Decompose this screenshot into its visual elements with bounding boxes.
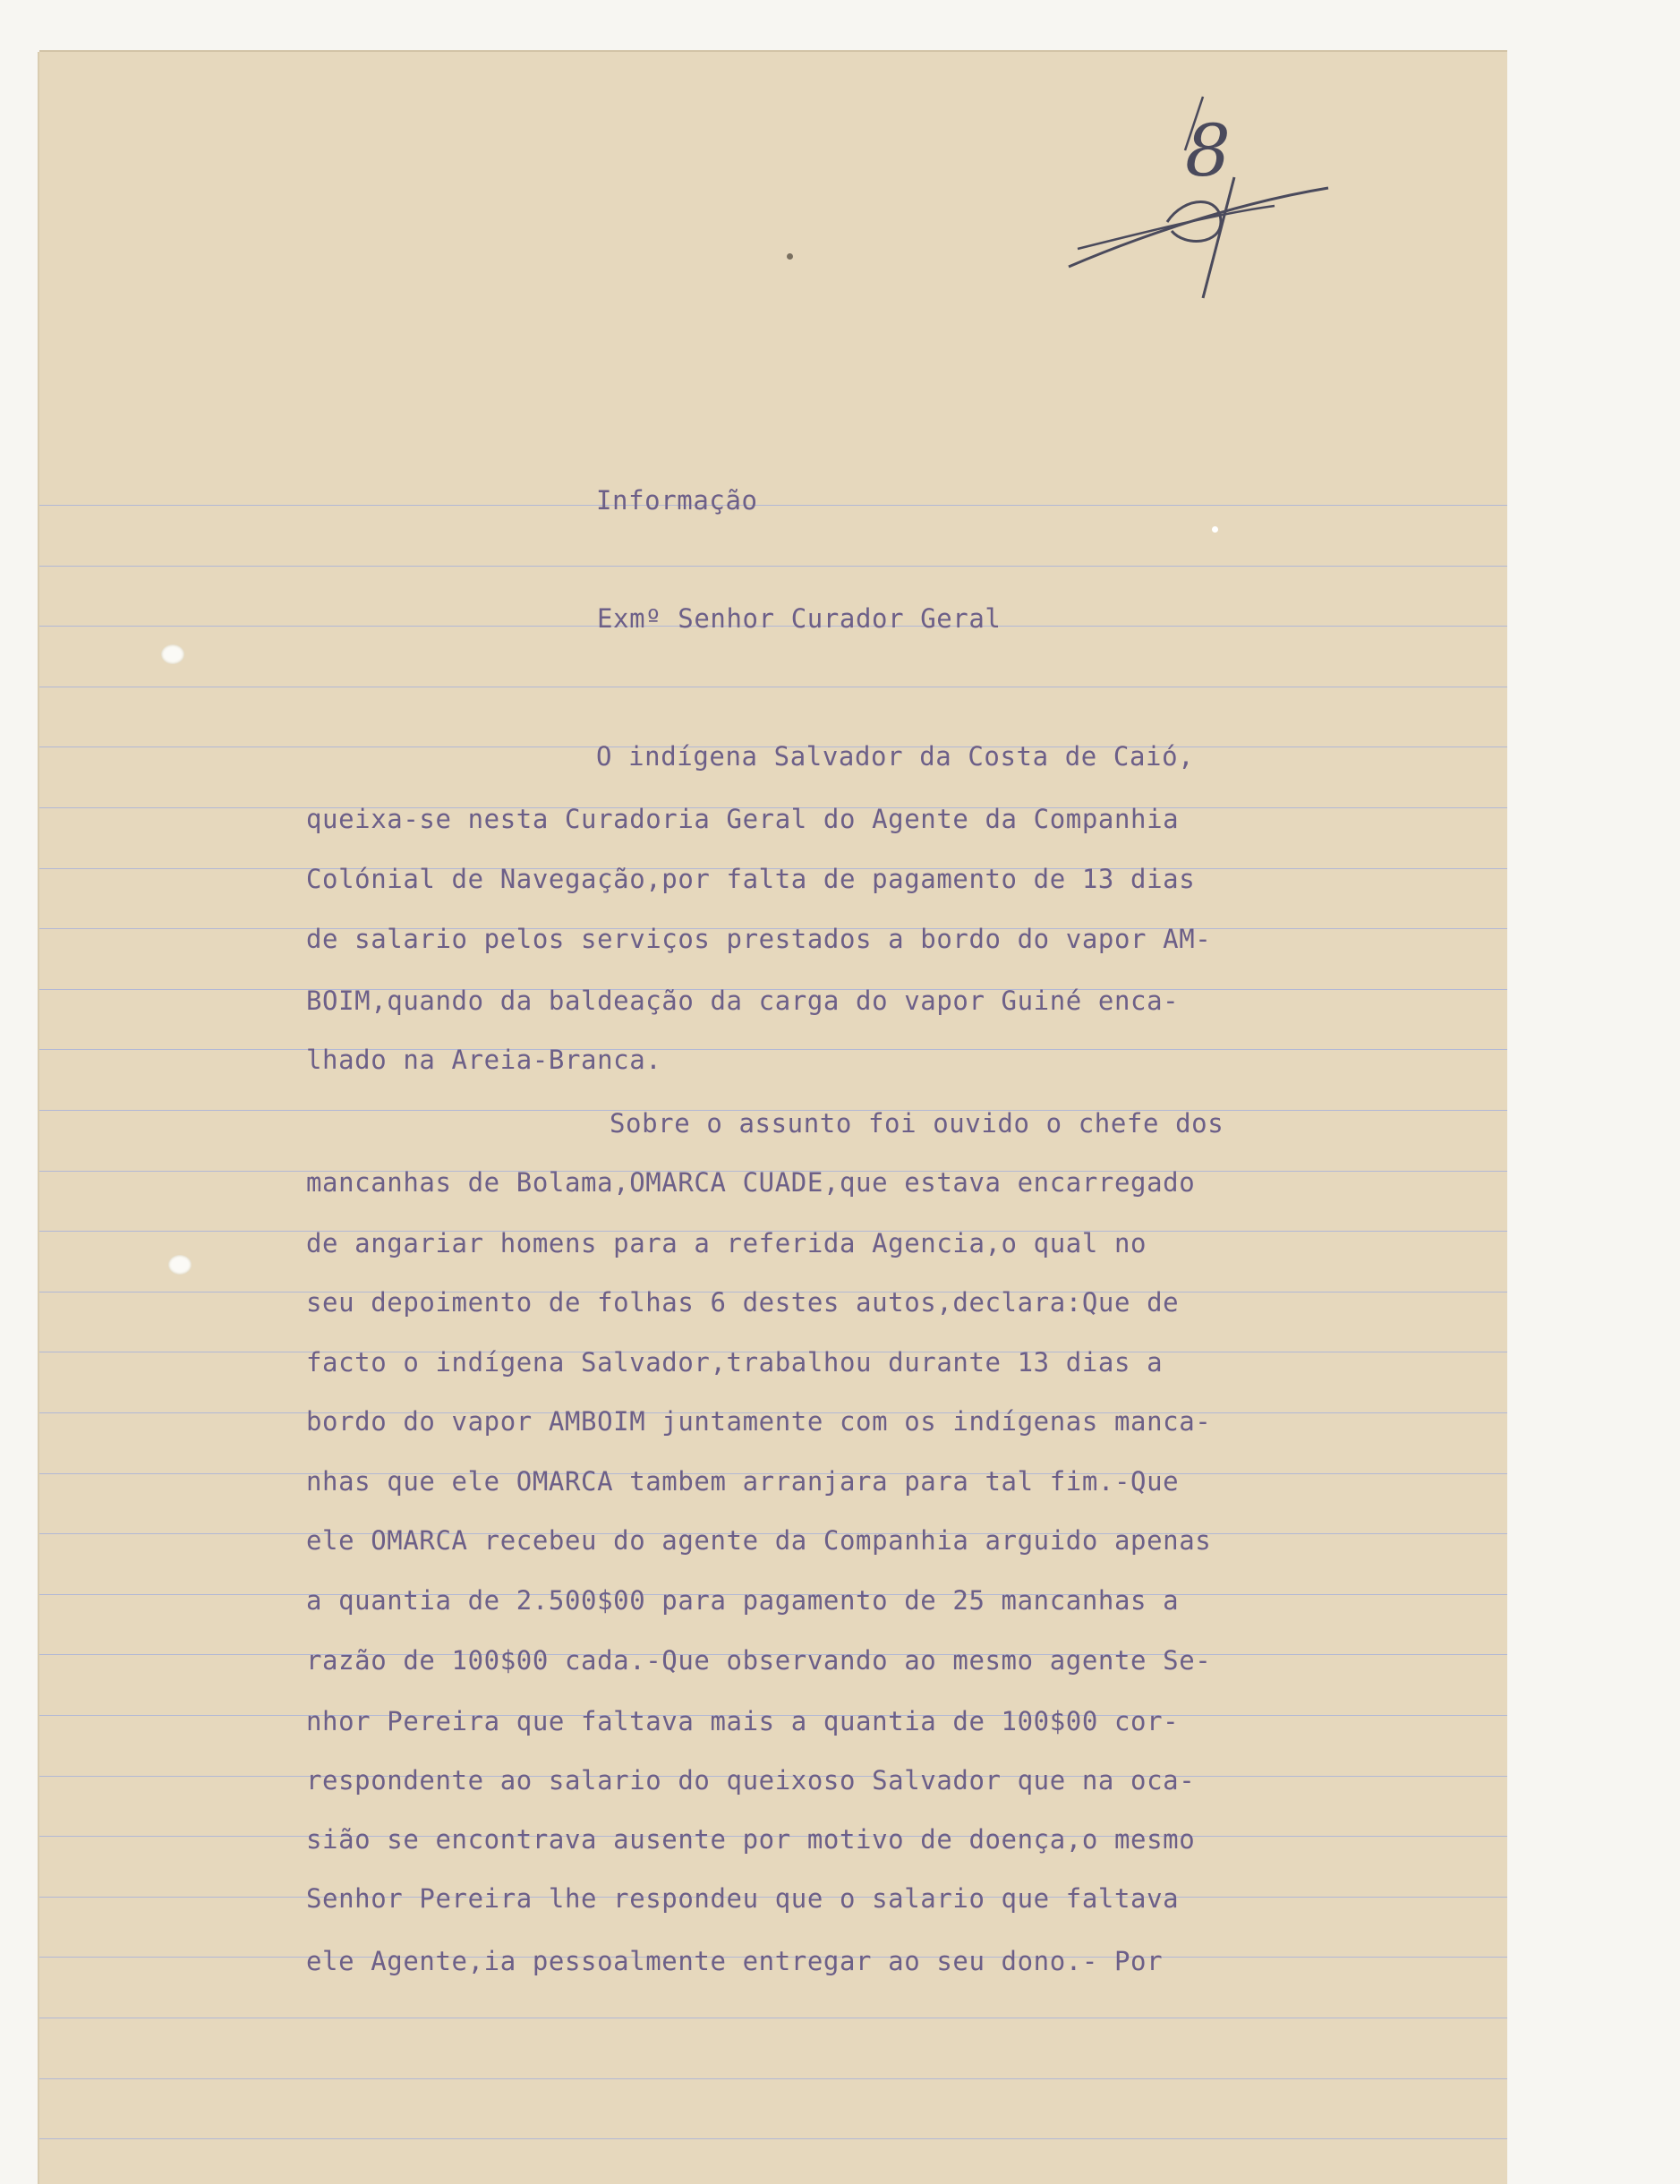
body-line: nhas que ele OMARCA tambem arranjara para tal fim.-Que: [306, 1466, 1180, 1497]
body-line: de angariar homens para a referida Agencia,o qual no: [306, 1228, 1147, 1258]
body-line: de salario pelos serviços prestados a bordo do vapor AM-: [306, 924, 1212, 954]
document-page: [39, 52, 1507, 2184]
body-line: sião se encontrava ausente por motivo de doença,o mesmo: [306, 1824, 1196, 1855]
folio-number-text: 8: [1185, 109, 1231, 192]
body-line: razão de 100$00 cada.-Que observando ao mesmo agente Se-: [306, 1645, 1212, 1676]
body-line: Colónial de Navegação,por falta de pagamento de 13 dias: [306, 864, 1196, 894]
body-line: mancanhas de Bolama,OMARCA CUADE,que estava encarregado: [306, 1167, 1196, 1198]
body-line: respondente ao salario do queixoso Salvador que na oca-: [306, 1765, 1196, 1796]
typed-text: [39, 52, 1507, 2184]
salutation: Exmº Senhor Curador Geral: [597, 603, 1002, 634]
body-line: seu depoimento de folhas 6 destes autos,declara:Que de: [306, 1287, 1180, 1318]
body-line: Sobre o assunto foi ouvido o chefe dos: [610, 1108, 1224, 1139]
body-line: BOIM,quando da baldeação da carga do vapor Guiné enca-: [306, 985, 1180, 1016]
body-line: ele OMARCA recebeu do agente da Companhia arguido apenas: [306, 1525, 1212, 1556]
body-line: nhor Pereira que faltava mais a quantia de 100$00 cor-: [306, 1706, 1180, 1736]
body-line: queixa-se nesta Curadoria Geral do Agente da Companhia: [306, 804, 1180, 834]
heading: Informação: [596, 485, 758, 516]
body-line: facto o indígena Salvador,trabalhou durante 13 dias a: [306, 1347, 1164, 1378]
body-line: bordo do vapor AMBOIM juntamente com os indígenas manca-: [306, 1406, 1212, 1437]
body-line: Senhor Pereira lhe respondeu que o salario que faltava: [306, 1883, 1180, 1914]
body-line: ele Agente,ia pessoalmente entregar ao seu dono.- Por: [306, 1946, 1164, 1976]
body-line: O indígena Salvador da Costa de Caió,: [596, 741, 1195, 772]
body-line: lhado na Areia-Branca.: [306, 1045, 662, 1075]
body-line: a quantia de 2.500$00 para pagamento de 25 mancanhas a: [306, 1585, 1180, 1616]
